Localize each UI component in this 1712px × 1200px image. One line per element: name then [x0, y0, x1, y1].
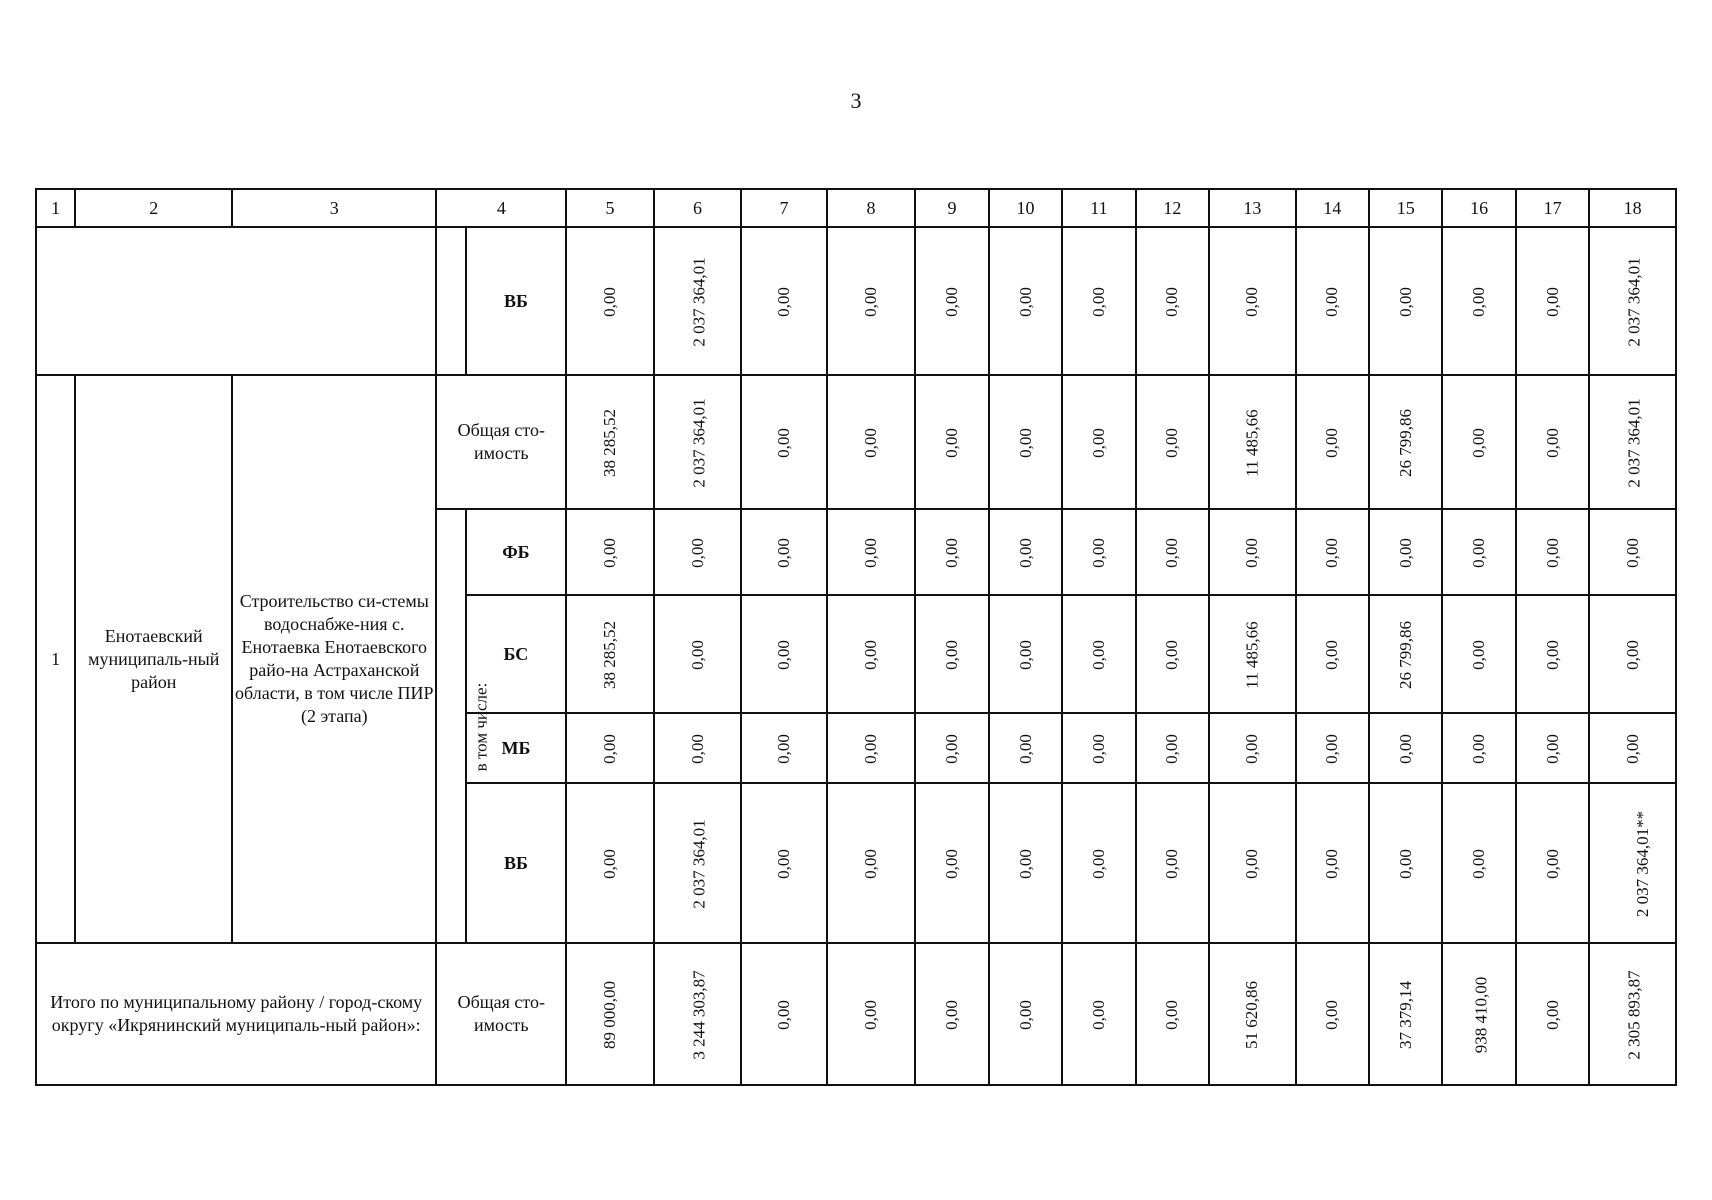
value-cell [1442, 783, 1515, 943]
value-cell [654, 509, 742, 595]
value-text: 0,00 [1469, 427, 1489, 458]
value-text: 0,00 [1469, 848, 1489, 879]
value-text: 0,00 [1622, 639, 1642, 670]
value-text: 0,00 [1322, 848, 1342, 879]
value-cell [989, 713, 1062, 783]
value-text: 0,00 [1322, 427, 1342, 458]
value-cell [1136, 783, 1209, 943]
value-text: 0,00 [1015, 639, 1035, 670]
value-text: 0,00 [1162, 537, 1182, 568]
value-cell [741, 227, 827, 375]
value-cell [1369, 375, 1442, 509]
column-number: 3 [232, 189, 436, 227]
value-cell [1062, 943, 1135, 1085]
value-cell [827, 783, 916, 943]
value-cell [827, 227, 916, 375]
including-label-cell [436, 509, 491, 943]
value-text: 0,00 [1469, 639, 1489, 670]
value-text: 0,00 [1088, 848, 1108, 879]
value-cell [1442, 509, 1515, 595]
value-cell [1516, 375, 1589, 509]
value-text: 0,00 [687, 639, 707, 670]
value-text: 0,00 [774, 286, 794, 317]
value-cell [566, 783, 654, 943]
value-cell [1516, 595, 1589, 713]
value-text: 0,00 [1015, 733, 1035, 764]
column-number: 7 [741, 189, 827, 227]
value-text: 0,00 [1542, 427, 1562, 458]
value-cell [654, 943, 742, 1085]
value-text: 0,00 [942, 537, 962, 568]
value-cell [654, 375, 742, 509]
value-text: 0,00 [774, 999, 794, 1030]
value-cell [1209, 227, 1296, 375]
value-text: 0,00 [942, 286, 962, 317]
total-cost-label: Общая сто-имость [436, 375, 566, 509]
value-text: 0,00 [1162, 999, 1182, 1030]
value-cell [1209, 943, 1296, 1085]
value-cell [1062, 713, 1135, 783]
value-text: 2 037 364,01 [1624, 256, 1644, 347]
value-text: 2 037 364,01** [1633, 810, 1653, 917]
value-cell [1516, 943, 1589, 1085]
value-text: 11 485,66 [1242, 620, 1262, 689]
value-text: 0,00 [942, 999, 962, 1030]
value-cell [1136, 943, 1209, 1085]
district-name: Енотаевский муниципаль-ный район [75, 375, 232, 943]
value-cell [915, 783, 988, 943]
value-text: 3 244 303,87 [689, 969, 709, 1060]
value-cell [1589, 943, 1676, 1085]
value-cell [827, 595, 916, 713]
value-text: 0,00 [1015, 848, 1035, 879]
value-cell [566, 595, 654, 713]
value-text: 0,00 [687, 733, 707, 764]
column-number: 5 [566, 189, 654, 227]
value-text: 0,00 [774, 848, 794, 879]
value-cell [1062, 509, 1135, 595]
value-cell [989, 227, 1062, 375]
value-text: 0,00 [599, 733, 619, 764]
value-text: 0,00 [1395, 733, 1415, 764]
table-row-vb-continued [36, 227, 1676, 375]
value-cell [1442, 595, 1515, 713]
value-cell [566, 509, 654, 595]
budget-table [35, 188, 1677, 1086]
value-text: 0,00 [774, 427, 794, 458]
value-text: 26 799,86 [1395, 620, 1415, 689]
value-text: 0,00 [1542, 848, 1562, 879]
value-text: 0,00 [1088, 427, 1108, 458]
value-text: 0,00 [1469, 286, 1489, 317]
column-number: 6 [654, 189, 742, 227]
value-cell [1516, 227, 1589, 375]
value-cell [1062, 375, 1135, 509]
value-text: 0,00 [942, 848, 962, 879]
value-cell [827, 713, 916, 783]
column-number: 15 [1369, 189, 1442, 227]
fund-label: БС [466, 595, 567, 713]
value-cell [915, 595, 988, 713]
page-number: 3 [850, 88, 862, 113]
value-text: 2 037 364,01 [689, 397, 709, 488]
value-cell [1062, 227, 1135, 375]
value-text: 0,00 [1162, 639, 1182, 670]
value-cell [741, 943, 827, 1085]
value-cell [1209, 375, 1296, 509]
value-cell [1296, 943, 1369, 1085]
column-number: 18 [1589, 189, 1676, 227]
value-text: 938 410,00 [1471, 976, 1491, 1053]
value-cell [915, 713, 988, 783]
value-cell [915, 227, 988, 375]
value-cell [566, 943, 654, 1085]
value-cell [1296, 375, 1369, 509]
value-text: 0,00 [1015, 537, 1035, 568]
value-text: 0,00 [1162, 286, 1182, 317]
value-text: 0,00 [861, 999, 881, 1030]
value-text: 0,00 [1542, 733, 1562, 764]
value-cell [1296, 227, 1369, 375]
value-text: 0,00 [1542, 537, 1562, 568]
value-text: 0,00 [1542, 286, 1562, 317]
table-row-total-cost [36, 375, 1676, 509]
value-text: 0,00 [774, 639, 794, 670]
value-cell [1442, 375, 1515, 509]
value-text: 0,00 [1088, 639, 1108, 670]
value-cell [915, 509, 988, 595]
value-text: 0,00 [1395, 848, 1415, 879]
value-text: 0,00 [1088, 286, 1108, 317]
value-cell [1136, 509, 1209, 595]
value-text: 0,00 [942, 639, 962, 670]
value-text: 0,00 [1622, 537, 1642, 568]
value-cell [1209, 595, 1296, 713]
value-cell [1516, 509, 1589, 595]
value-cell [1209, 713, 1296, 783]
value-cell [1442, 943, 1515, 1085]
value-text: 0,00 [1242, 848, 1262, 879]
value-text: 0,00 [861, 286, 881, 317]
value-cell [1589, 375, 1676, 509]
value-cell [1062, 595, 1135, 713]
column-number: 11 [1062, 189, 1135, 227]
value-cell [915, 943, 988, 1085]
value-cell [1209, 509, 1296, 595]
value-cell [1296, 713, 1369, 783]
value-cell [654, 783, 742, 943]
value-cell [1369, 509, 1442, 595]
value-text: 0,00 [1322, 286, 1342, 317]
value-cell [741, 783, 827, 943]
empty-cell [36, 227, 436, 375]
value-cell [1442, 713, 1515, 783]
value-text: 2 037 364,01 [1624, 397, 1644, 488]
value-text: 0,00 [599, 848, 619, 879]
value-text: 0,00 [1162, 848, 1182, 879]
value-text: 0,00 [1242, 537, 1262, 568]
value-cell [1589, 783, 1676, 943]
value-text: 0,00 [861, 427, 881, 458]
value-text: 0,00 [1162, 427, 1182, 458]
value-text: 0,00 [1162, 733, 1182, 764]
value-cell [827, 943, 916, 1085]
value-cell [1136, 713, 1209, 783]
column-number: 8 [827, 189, 916, 227]
value-text: 0,00 [942, 733, 962, 764]
fund-label: МБ [466, 713, 567, 783]
object-description: Строительство си-стемы водоснабже-ния с. Енотаевка Енотаевского райо-на Астраханской области, в том числе ПИР (2 этапа) [232, 375, 436, 943]
value-text: 37 379,14 [1395, 980, 1415, 1049]
value-text: 2 037 364,01 [689, 818, 709, 909]
value-cell [1062, 783, 1135, 943]
value-text: 0,00 [1395, 286, 1415, 317]
value-cell [989, 943, 1062, 1085]
value-cell [827, 375, 916, 509]
value-text: 0,00 [861, 733, 881, 764]
including-label: в том числе: [471, 682, 491, 771]
value-text: 0,00 [1088, 999, 1108, 1030]
column-number: 2 [75, 189, 232, 227]
value-text: 0,00 [1395, 537, 1415, 568]
column-number: 14 [1296, 189, 1369, 227]
value-cell [1369, 595, 1442, 713]
value-cell [741, 713, 827, 783]
value-cell [989, 509, 1062, 595]
value-text: 0,00 [861, 537, 881, 568]
value-cell [566, 227, 654, 375]
value-text: 2 037 364,01 [689, 256, 709, 347]
value-text: 0,00 [599, 537, 619, 568]
value-text: 0,00 [774, 733, 794, 764]
value-text: 0,00 [1015, 427, 1035, 458]
value-text: 0,00 [1015, 999, 1035, 1030]
value-cell [1369, 943, 1442, 1085]
value-cell [654, 227, 742, 375]
value-cell [741, 375, 827, 509]
value-cell [989, 783, 1062, 943]
value-cell [1369, 783, 1442, 943]
column-number: 16 [1442, 189, 1515, 227]
fund-label: ФБ [466, 509, 567, 595]
value-text: 0,00 [1542, 999, 1562, 1030]
value-cell [827, 509, 916, 595]
column-number-row [36, 189, 1676, 227]
value-cell [654, 713, 742, 783]
object-number: 1 [36, 375, 75, 943]
value-text: 0,00 [1322, 733, 1342, 764]
value-cell [566, 713, 654, 783]
value-cell [1136, 375, 1209, 509]
value-text: 0,00 [599, 286, 619, 317]
table-row-itogo [36, 943, 1676, 1085]
value-cell [1589, 713, 1676, 783]
value-cell [989, 375, 1062, 509]
itogo-cost-label: Общая сто-имость [436, 943, 566, 1085]
value-cell [1209, 783, 1296, 943]
value-cell [1369, 227, 1442, 375]
value-cell [989, 595, 1062, 713]
fund-label: ВБ [466, 783, 567, 943]
value-cell [1296, 509, 1369, 595]
value-text: 0,00 [1469, 733, 1489, 764]
value-text: 89 000,00 [599, 980, 619, 1049]
value-text: 0,00 [1322, 639, 1342, 670]
value-text: 0,00 [861, 848, 881, 879]
fund-label: ВБ [466, 227, 567, 375]
value-cell [1516, 713, 1589, 783]
value-cell [1589, 509, 1676, 595]
value-cell [1136, 227, 1209, 375]
value-text: 2 305 893,87 [1624, 969, 1644, 1060]
column-number: 4 [436, 189, 566, 227]
value-text: 0,00 [1242, 286, 1262, 317]
value-cell [1369, 713, 1442, 783]
value-cell [1589, 595, 1676, 713]
value-text: 0,00 [774, 537, 794, 568]
value-text: 0,00 [1469, 537, 1489, 568]
value-text: 0,00 [1088, 733, 1108, 764]
column-number: 1 [36, 189, 75, 227]
value-cell [1516, 783, 1589, 943]
empty-cell [436, 227, 465, 375]
column-number: 9 [915, 189, 988, 227]
value-cell [915, 375, 988, 509]
value-cell [1442, 227, 1515, 375]
value-cell [1296, 783, 1369, 943]
value-text: 51 620,86 [1242, 980, 1262, 1049]
itogo-label: Итого по муниципальному району / город-скому округу «Икрянинский муниципаль-ный район»: [36, 943, 436, 1085]
value-cell [654, 595, 742, 713]
value-cell [1296, 595, 1369, 713]
value-cell [741, 509, 827, 595]
value-cell [1589, 227, 1676, 375]
value-text: 0,00 [1322, 537, 1342, 568]
value-text: 0,00 [1322, 999, 1342, 1030]
value-text: 0,00 [1622, 733, 1642, 764]
value-text: 11 485,66 [1242, 408, 1262, 477]
value-cell [566, 375, 654, 509]
value-text: 38 285,52 [599, 408, 619, 477]
value-text: 26 799,86 [1395, 408, 1415, 477]
value-text: 0,00 [1242, 733, 1262, 764]
column-number: 12 [1136, 189, 1209, 227]
value-text: 0,00 [861, 639, 881, 670]
value-text: 0,00 [687, 537, 707, 568]
value-text: 0,00 [1088, 537, 1108, 568]
column-number: 17 [1516, 189, 1589, 227]
value-text: 0,00 [1015, 286, 1035, 317]
value-text: 0,00 [1542, 639, 1562, 670]
value-text: 38 285,52 [599, 620, 619, 689]
column-number: 10 [989, 189, 1062, 227]
column-number: 13 [1209, 189, 1296, 227]
value-text: 0,00 [942, 427, 962, 458]
value-cell [741, 595, 827, 713]
value-cell [1136, 595, 1209, 713]
